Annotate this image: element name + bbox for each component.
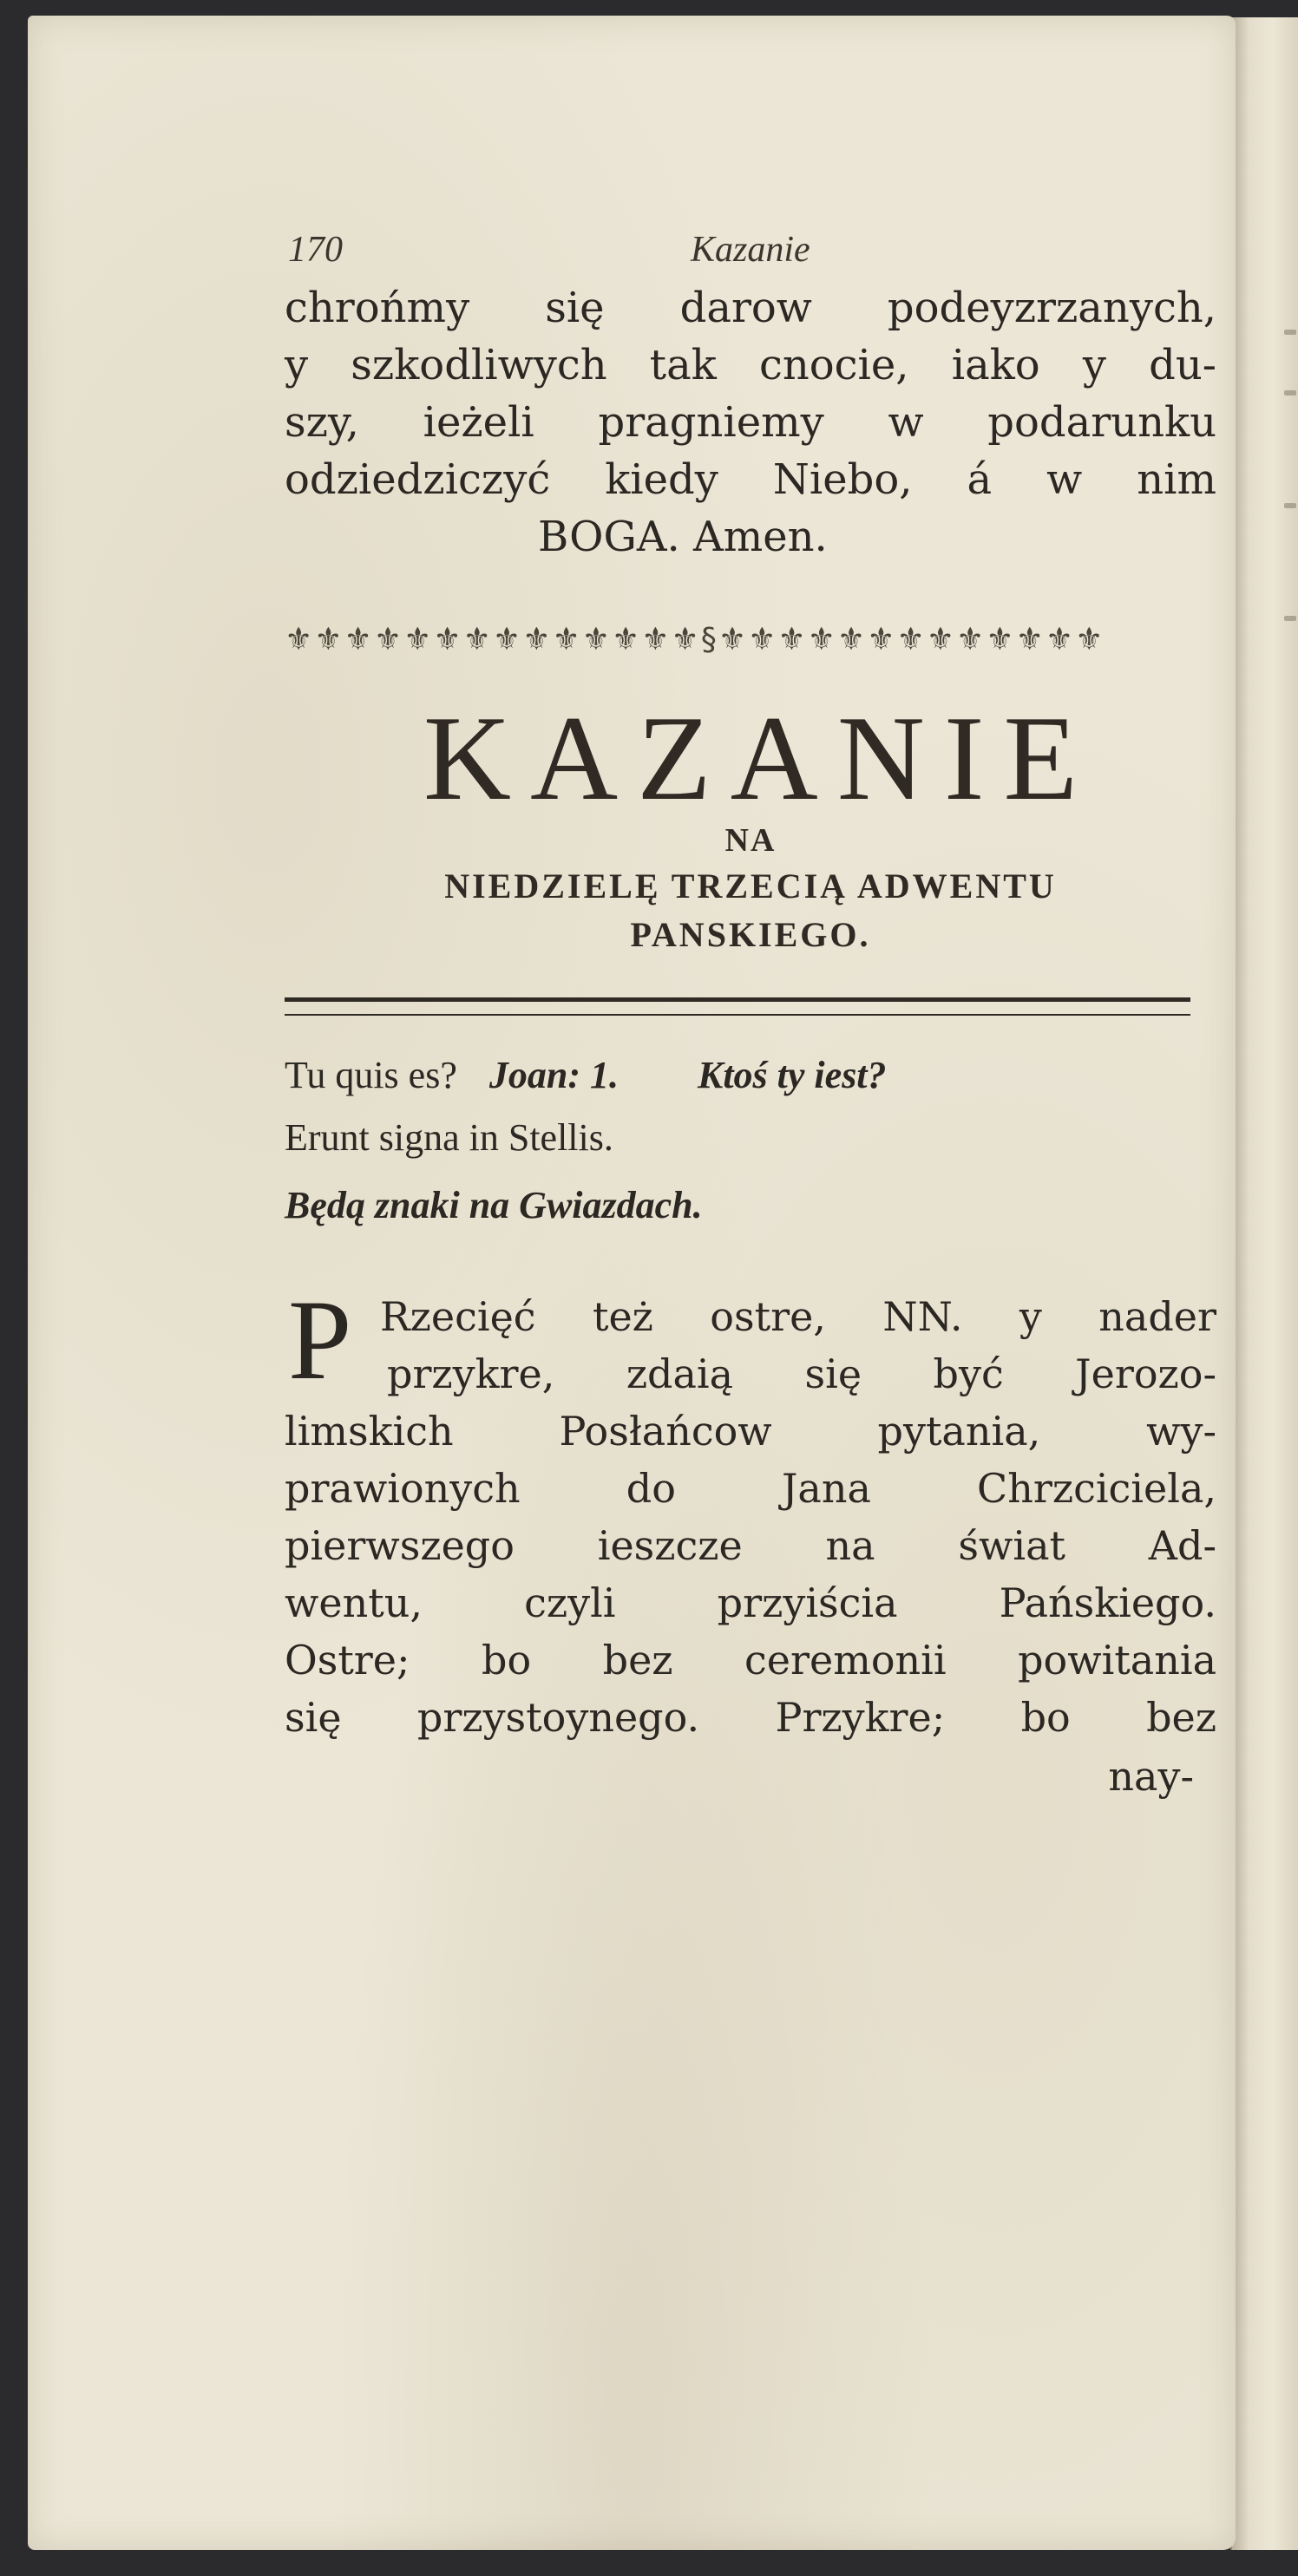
drop-cap: P xyxy=(288,1276,352,1403)
epigraph-line xyxy=(285,1047,1216,1104)
preceding-sermon-ending xyxy=(285,279,1216,566)
running-head-title: Kazanie xyxy=(691,230,810,270)
body-line: się przystoynego. Przykre; bo bez xyxy=(285,1694,1216,1741)
page-text-block xyxy=(285,227,1216,1805)
facing-page-mark xyxy=(1284,330,1296,335)
body-line: limskich Posłańcow pytania, wy- xyxy=(285,1408,1216,1455)
text-line: szy, ieżeli pragniemy w podarunku xyxy=(285,398,1216,447)
facing-page-mark xyxy=(1284,390,1296,396)
double-rule-divider xyxy=(285,997,1190,1016)
text-line: odziedziczyć kiedy Niebo, á w nim xyxy=(285,455,1216,504)
body-line: prawionych do Jana Chrzciciela, xyxy=(285,1465,1216,1512)
body-line: przykre, zdaią się być Jerozo- xyxy=(387,1350,1216,1397)
epigraph-reference: Joan: 1. xyxy=(488,1054,619,1096)
running-head xyxy=(285,227,1216,279)
catchword: nay- xyxy=(1108,1753,1194,1800)
body-line: pierwszego ieszcze na świat Ad- xyxy=(285,1522,1216,1569)
text-line: chrońmy się darow podeyzrzanych, xyxy=(285,284,1216,332)
sermon-body xyxy=(285,1276,1216,1805)
facing-page-edge xyxy=(1230,17,1298,2550)
epigraph-line-2: Erunt signa in Stellis. xyxy=(285,1116,613,1159)
book-page xyxy=(28,16,1236,2550)
body-line: Rzecięć też ostre, NN. y nader xyxy=(380,1293,1216,1340)
epigraph-translation: Ktoś ty iest? xyxy=(697,1054,887,1096)
body-line: wentu, czyli przyiścia Pańskiego. xyxy=(285,1579,1216,1626)
page-number: 170 xyxy=(288,230,343,270)
text-line: y szkodliwych tak cnocie, iako y du- xyxy=(285,341,1216,389)
sermon-title: KAZANIE xyxy=(423,691,1098,826)
ornament-divider: ⚜⚜⚜⚜⚜⚜⚜⚜⚜⚜⚜⚜⚜⚜§⚜⚜⚜⚜⚜⚜⚜⚜⚜⚜⚜⚜⚜ xyxy=(285,622,1105,657)
facing-page-mark xyxy=(1284,616,1296,621)
facing-page-mark xyxy=(1284,503,1296,508)
sermon-subtitle-line: PANSKIEGO. xyxy=(630,915,871,954)
sermon-subtitle-line: NIEDZIELĘ TRZECIĄ ADWENTU xyxy=(444,866,1057,906)
sermon-subtitle-na: NA xyxy=(724,822,777,859)
body-line: Ostre; bo bez ceremonii powitania xyxy=(285,1637,1216,1684)
epigraph-latin: Tu quis es? xyxy=(285,1054,457,1096)
text-line: BOGA. Amen. xyxy=(538,513,828,561)
epigraph-line-3: Będą znaki na Gwiazdach. xyxy=(285,1184,703,1226)
